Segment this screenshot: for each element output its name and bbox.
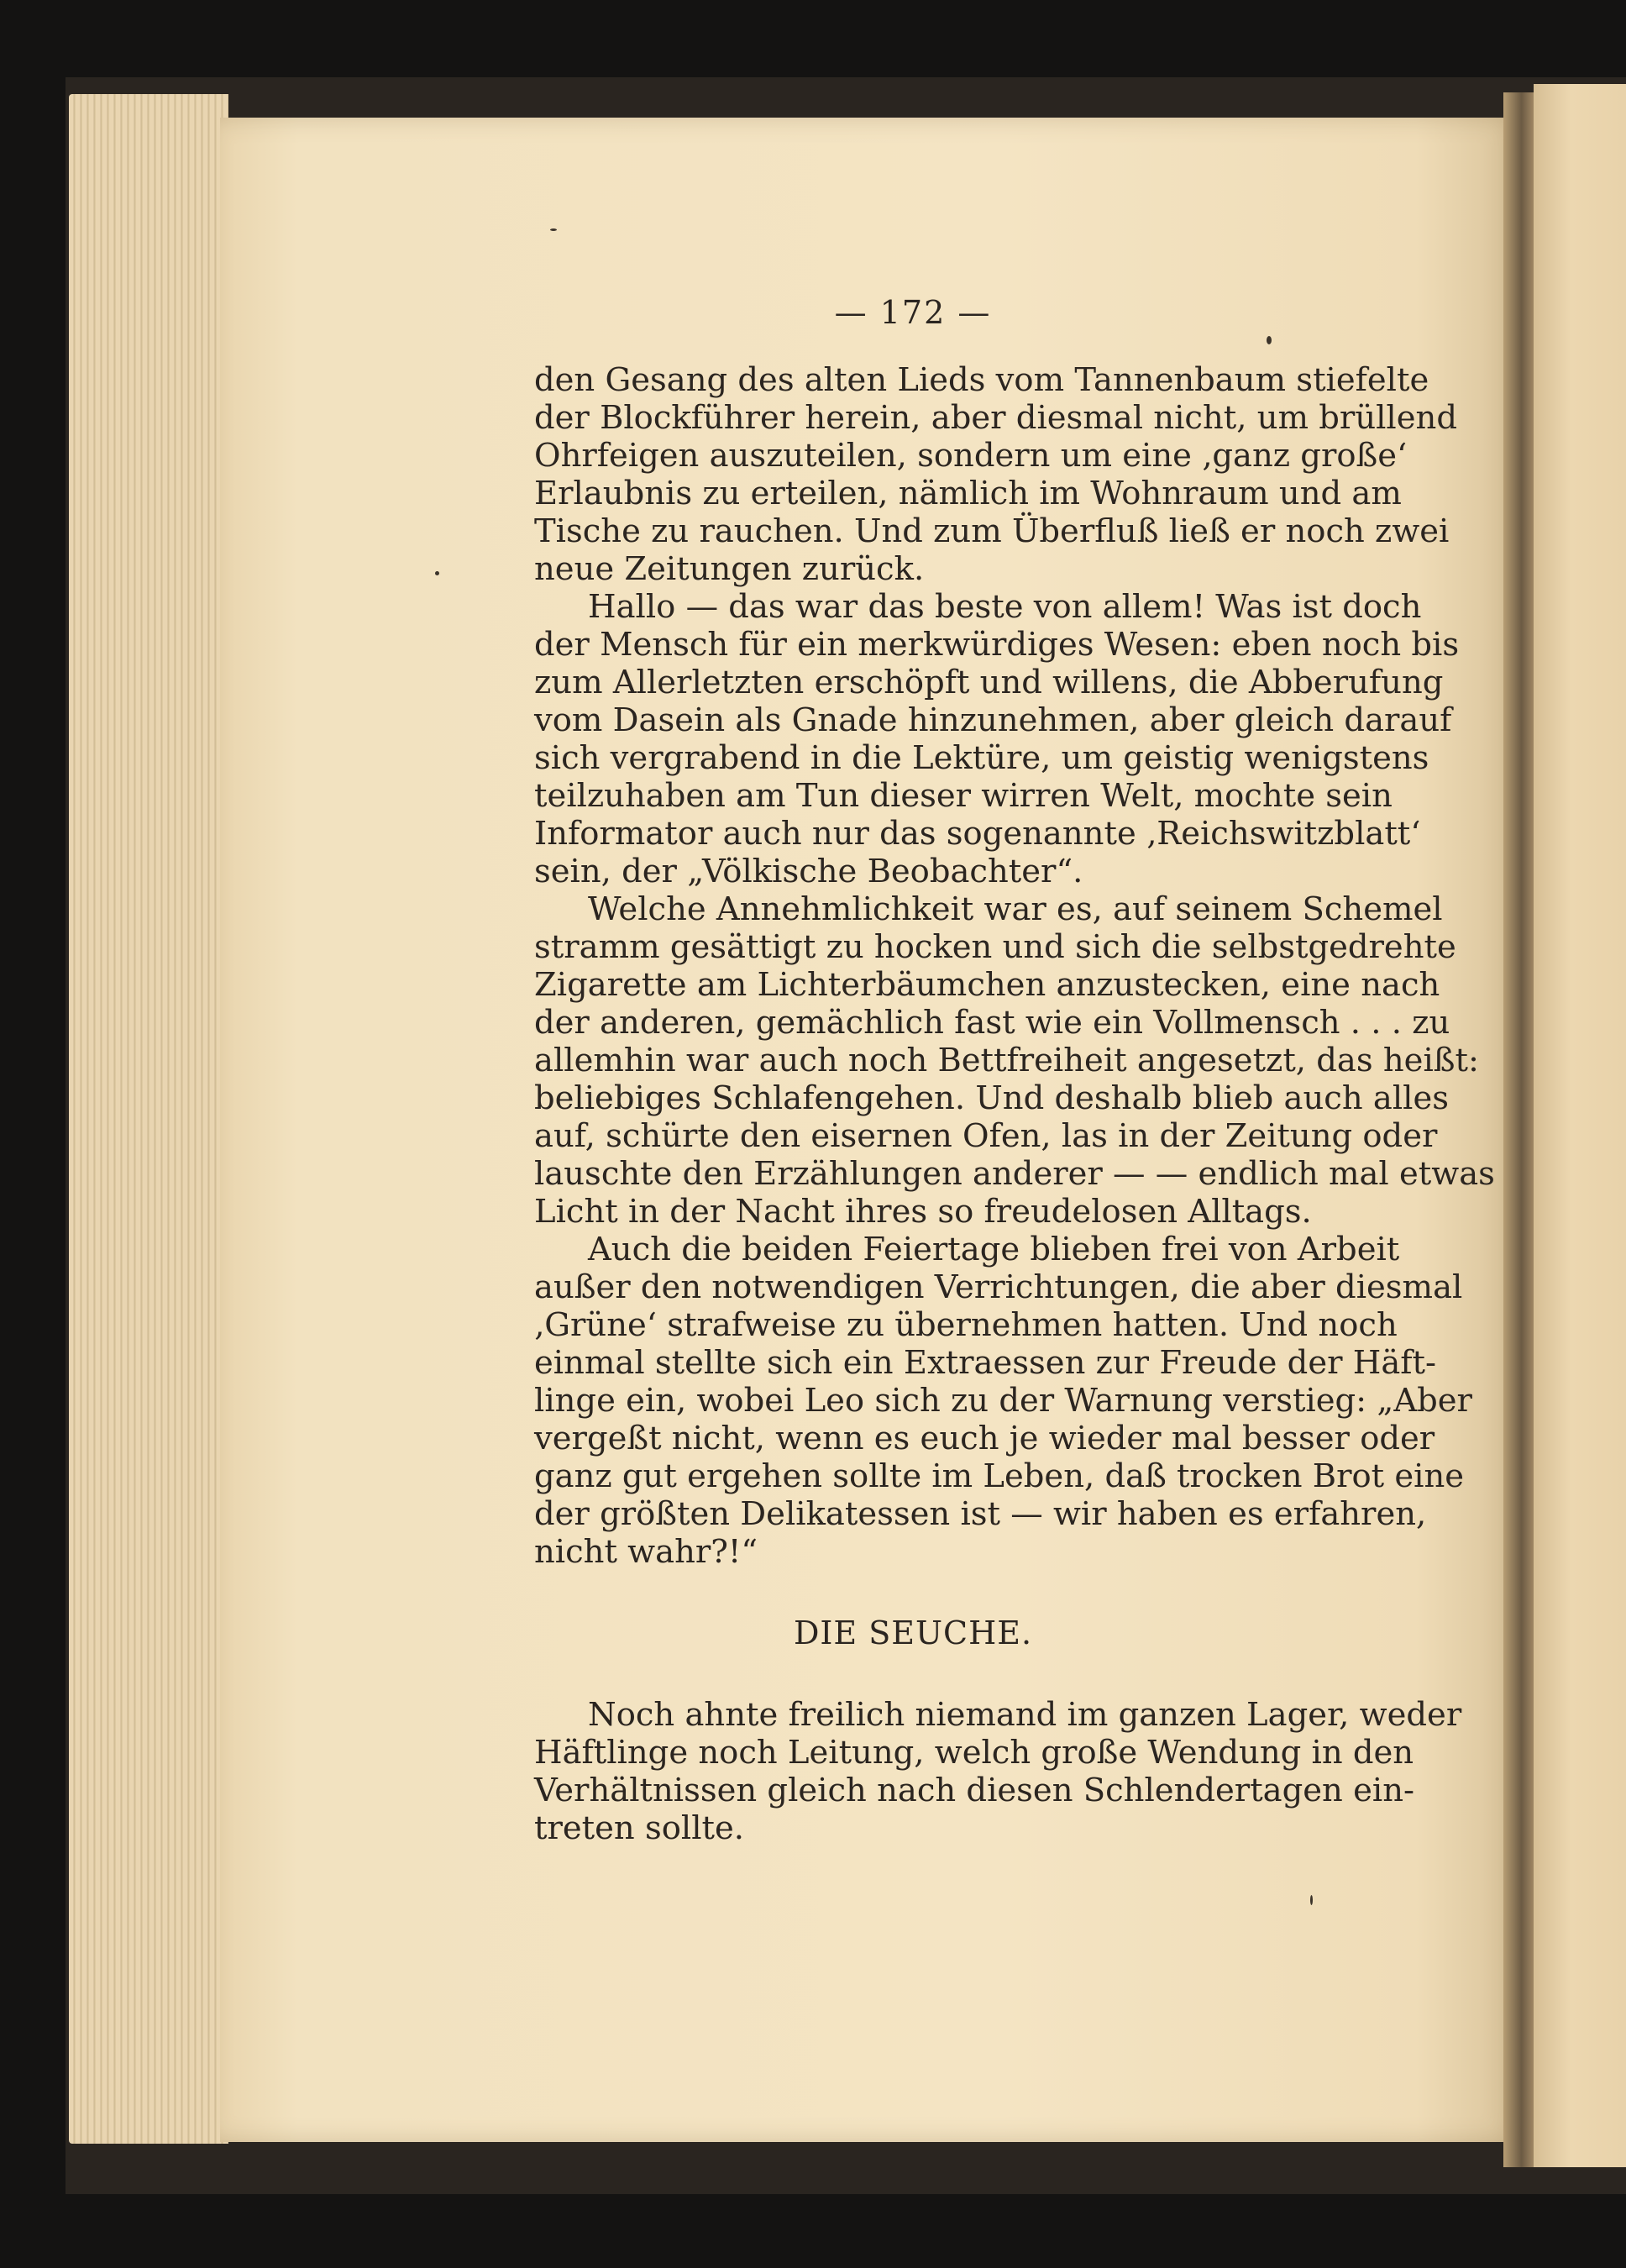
text-line: Auch die beiden Feiertage blieben frei von Arbeit: [588, 1231, 1400, 1268]
text-line: der anderen, gemächlich fast wie ein Vollmensch . . . zu: [534, 1004, 1450, 1042]
text-line: Zigarette am Lichterbäumchen anzustecken, eine nach: [534, 966, 1440, 1004]
text-line: der größten Delikatessen ist — wir haben es erfahren,: [534, 1495, 1427, 1533]
text-line: Tische zu rauchen. Und zum Überfluß ließ er noch zwei: [534, 512, 1450, 550]
paper-speck: [550, 228, 557, 231]
paper-speck: [435, 571, 439, 575]
book-gutter: [1503, 92, 1534, 2167]
text-line: zum Allerletzten erschöpft und willens, die Abberufung: [534, 664, 1444, 701]
text-line: linge ein, wobei Leo sich zu der Warnung verstieg: „Aber: [534, 1382, 1472, 1420]
text-line: Informator auch nur das sogenannte ‚Reichswitzblatt‘: [534, 815, 1421, 853]
page-edges: [69, 94, 228, 2144]
text-line: einmal stellte sich ein Extraessen zur Freude der Häft-: [534, 1344, 1437, 1382]
paper-speck: [1310, 1895, 1313, 1905]
paragraph-2: [480, 588, 1460, 890]
text-line: Welche Annehmlichkeit war es, auf seinem Schemel: [588, 890, 1443, 928]
text-line: auf, schürte den eisernen Ofen, las in der Zeitung oder: [534, 1117, 1438, 1155]
paragraph-1: [480, 361, 1457, 588]
text-line: lauschte den Erzählungen anderer — — endlich mal etwas: [534, 1155, 1495, 1193]
text-line: vom Dasein als Gnade hinzunehmen, aber gleich darauf: [534, 701, 1452, 739]
text-line: ‚Grüne‘ strafweise zu übernehmen hatten. Und noch: [534, 1306, 1398, 1344]
text-line: den Gesang des alten Lieds vom Tannenbaum stiefelte: [534, 361, 1429, 399]
text-line: Licht in der Nacht ihres so freudelosen Alltags.: [534, 1193, 1312, 1231]
text-line: nicht wahr?!“: [534, 1533, 758, 1571]
text-line: außer den notwendigen Verrichtungen, die aber diesmal: [534, 1268, 1463, 1306]
text-line: Häftlinge noch Leitung, welch große Wendung in den: [534, 1734, 1414, 1772]
text-line: Noch ahnte freilich niemand im ganzen Lager, weder: [588, 1696, 1462, 1734]
text-line: Hallo — das war das beste von allem! Was ist doch: [588, 588, 1422, 626]
text-line: sich vergrabend in die Lektüre, um geistig wenigstens: [534, 739, 1429, 777]
text-line: sein, der „Völkische Beobachter“.: [534, 853, 1083, 890]
text-line: der Mensch für ein merkwürdiges Wesen: eben noch bis: [534, 626, 1460, 664]
chapter-heading: DIE SEUCHE.: [793, 1614, 1033, 1651]
paragraph-3: [480, 890, 1495, 1231]
text-line: Erlaubnis zu erteilen, nämlich im Wohnraum und am: [534, 475, 1402, 512]
text-line: Ohrfeigen auszuteilen, sondern um eine ‚ganz große‘: [534, 437, 1408, 475]
text-line: Verhältnissen gleich nach diesen Schlendertagen ein-: [534, 1772, 1414, 1809]
facing-page-edge: [1534, 84, 1626, 2167]
text-line: ganz gut ergehen sollte im Leben, daß trocken Brot eine: [534, 1457, 1465, 1495]
text-line: vergeßt nicht, wenn es euch je wieder mal besser oder: [534, 1420, 1435, 1457]
text-line: neue Zeitungen zurück.: [534, 550, 925, 588]
paper-speck: [1267, 336, 1272, 344]
text-line: beliebiges Schlafengehen. Und deshalb blieb auch alles: [534, 1079, 1449, 1117]
page-text: [480, 294, 1495, 1847]
paragraph-4: [480, 1231, 1472, 1571]
text-line: treten sollte.: [534, 1809, 745, 1847]
page-number: — 172 —: [834, 294, 992, 331]
text-line: teilzuhaben am Tun dieser wirren Welt, mochte sein: [534, 777, 1393, 815]
text-line: stramm gesättigt zu hocken und sich die selbstgedrehte: [534, 928, 1456, 966]
text-line: allemhin war auch noch Bettfreiheit angesetzt, das heißt:: [534, 1042, 1479, 1079]
closing-paragraph: [480, 1696, 1462, 1847]
text-line: der Blockführer herein, aber diesmal nicht, um brüllend: [534, 399, 1457, 437]
